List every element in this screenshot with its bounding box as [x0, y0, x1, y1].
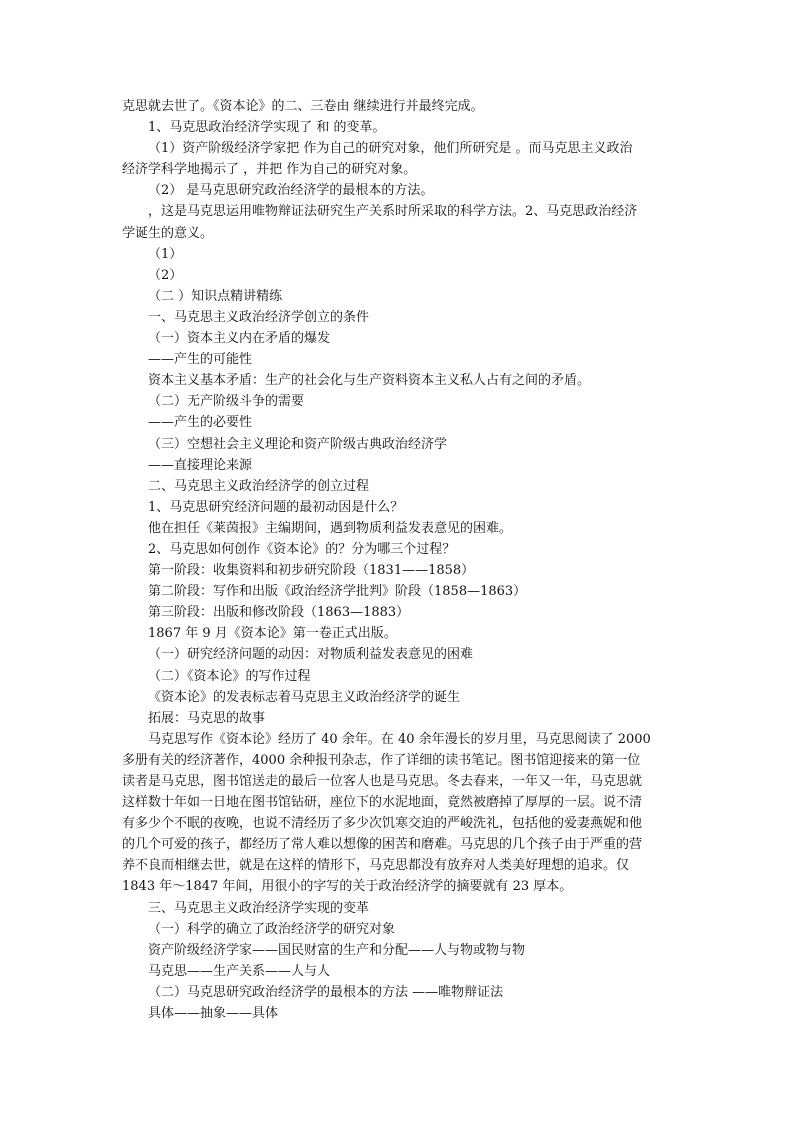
text-line: ——直接理论来源: [148, 457, 253, 473]
text-line: 资本主义基本矛盾：生产的社会化与生产资料资本主义私人占有之间的矛盾。: [148, 373, 591, 389]
text-line: 马克思写作《资本论》经历了 40 余年。在 40 余年漫长的岁月里，马克思阅读了 2000: [148, 731, 651, 747]
text-line: 资产阶级经济学家——国民财富的生产和分配——人与物或物与物: [148, 942, 526, 958]
text-line: ——产生的必要性: [148, 415, 253, 431]
text-line: 经济学科学地揭示了 ，并把 作为自己的研究对象。: [122, 162, 417, 178]
text-line: ，这是马克思运用唯物辩证法研究生产关系时所采取的科学方法。2、马克思政治经济: [148, 204, 638, 220]
text-line: 读者是马克思，图书馆送走的最后一位客人也是马克思。冬去春来，一年又一年，马克思就: [122, 774, 643, 789]
text-line: 学诞生的意义。: [122, 225, 214, 241]
text-line: （2）: [148, 267, 183, 283]
text-line: 1867 年 9 月《资本论》第一卷正式出版。: [148, 626, 397, 642]
text-line: 的几个可爱的孩子，都经历了常人难以想像的困苦和磨难。马克思的几个孩子由于严重的营: [122, 837, 643, 853]
text-line: 马克思——生产关系——人与人: [148, 963, 331, 979]
text-line: （三）空想社会主义理论和资产阶级古典政治经济学: [148, 436, 448, 452]
text-line: 2、马克思如何创作《资本论》的？分为哪三个过程？: [148, 541, 456, 557]
text-line: 《资本论》的发表标志着马克思主义政治经济学的诞生: [148, 689, 461, 705]
text-line: 第一阶段：收集资料和初步研究阶段（1831——1858）: [148, 563, 475, 579]
text-line: 养不良而相继去世，就是在这样的情形下，马克思都没有放弃对人类美好理想的追求。仅: [122, 858, 630, 874]
text-line: 1、马克思政治经济学实现了 和 的变革。: [148, 120, 386, 136]
text-line: 1、马克思研究经济问题的最初动因是什么？: [148, 499, 404, 515]
text-line: （一）资本主义内在矛盾的爆发: [148, 331, 331, 347]
text-line: 具体——抽象——具体: [148, 1006, 279, 1022]
text-line: （二）马克思研究政治经济学的最根本的方法 ——唯物辩证法: [148, 984, 504, 1000]
text-line: 他在担任《莱茵报》主编期间，遇到物质利益发表意见的困难。: [148, 520, 513, 536]
text-line: 多册有关的经济著作，4000 余种报刊杂志，作了详细的读书笔记。图书馆迎接来的第一位: [122, 752, 641, 768]
text-line: （1）: [148, 246, 183, 262]
text-line: （2） 是马克思研究政治经济学的最根本的方法。: [148, 183, 434, 199]
text-line: （一）研究经济问题的动因：对物质利益发表意见的困难: [148, 647, 474, 663]
text-line: （二 ）知识点精讲精练: [148, 288, 283, 304]
text-line: 1843 年～1847 年间，用很小的字写的关于政治经济学的摘要就有 23 厚本。: [122, 879, 573, 895]
text-line: 这样数十年如一日地在图书馆钻研，座位下的水泥地面，竟然被磨掉了厚厚的一层。说不清: [122, 795, 643, 811]
text-line: 二、马克思主义政治经济学的创立过程: [148, 478, 370, 494]
text-line: （二）《资本论》的写作过程: [148, 668, 311, 684]
text-line: 一、马克思主义政治经济学创立的条件: [148, 309, 370, 325]
text-line: ——产生的可能性: [148, 352, 253, 368]
document-body: [122, 96, 682, 1024]
text-line: 三、马克思主义政治经济学实现的变革: [148, 900, 370, 916]
text-line: 克思就去世了。《资本论》的二、三卷由 继续进行并最终完成。: [122, 99, 484, 114]
text-line: 有多少个不眠的夜晚，也说不清经历了多少次饥寒交迫的严峻洗礼，包括他的爱妻燕妮和他: [122, 816, 643, 832]
text-line: 拓展：马克思的故事: [148, 710, 266, 726]
text-line: （二）无产阶级斗争的需要: [148, 394, 305, 410]
text-line: 第三阶段：出版和修改阶段（1863—1883）: [148, 605, 410, 621]
text-line: 第二阶段：写作和出版《政治经济学批判》阶段（1858—1863）: [148, 584, 527, 600]
text-line: （1）资产阶级经济学家把 作为自己的研究对象，他们所研究是 。而马克思主义政治: [148, 141, 633, 157]
text-line: （一）科学的确立了政治经济学的研究对象: [148, 921, 396, 937]
